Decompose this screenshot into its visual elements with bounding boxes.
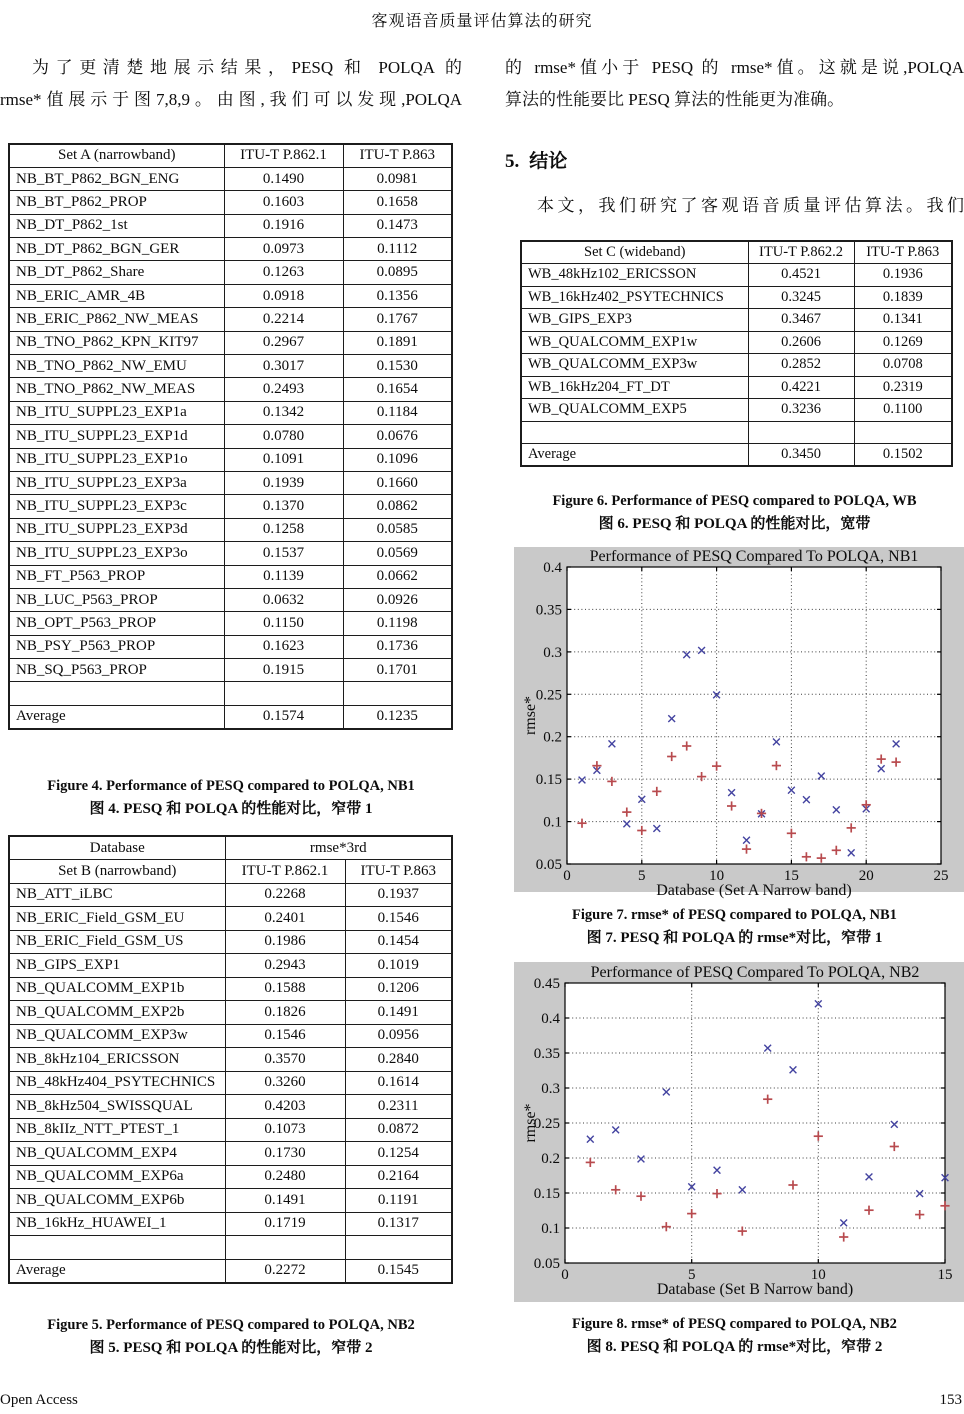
value-cell: 0.1258	[224, 518, 343, 541]
value-cell: 0.1100	[854, 399, 952, 422]
table-row	[9, 167, 452, 190]
paragraph-line: 为了更清楚地展示结果，PESQ 和 POLQA 的	[32, 58, 462, 77]
database-name-cell: NB_PSY_P563_PROP	[9, 635, 224, 658]
value-cell: 0.1936	[854, 264, 952, 287]
table-empty-row	[9, 682, 452, 705]
database-name-cell: WB_16kHz402_PSYTECHNICS	[521, 286, 748, 309]
value-cell: 0.0662	[343, 565, 452, 588]
value-cell: 0.1191	[345, 1189, 452, 1213]
database-name-cell: NB_FT_P563_PROP	[9, 565, 224, 588]
empty-cell	[9, 1236, 225, 1260]
header-cell: Set A (narrowband)	[9, 144, 224, 167]
database-name-cell: NB_48kHz404_PSYTECHNICS	[9, 1071, 225, 1095]
table-super-header-row	[9, 836, 452, 860]
value-cell: 0.1019	[345, 954, 452, 978]
average-label-cell: Average	[9, 1259, 225, 1283]
y-tick-label: 0.2	[543, 729, 562, 746]
table-row	[521, 354, 952, 377]
value-cell: 0.0956	[345, 1024, 452, 1048]
value-cell: 0.2319	[854, 376, 952, 399]
figure6-caption-en: Figure 6. Performance of PESQ compared to POLQA, WB	[552, 493, 917, 509]
database-name-cell: WB_GIPS_EXP3	[521, 309, 748, 332]
value-cell: 0.1096	[343, 448, 452, 471]
paragraph-line: 的 rmse*值小于 PESQ 的 rmse*值。这就是说,POLQA	[505, 58, 964, 77]
figure7-caption	[505, 905, 964, 950]
x-tick-label: 25	[933, 868, 949, 884]
figure5-caption	[0, 1315, 462, 1360]
figure8-chart	[514, 962, 964, 1302]
value-cell: 0.0981	[343, 167, 452, 190]
table-row	[9, 635, 452, 658]
value-cell: 0.1767	[343, 308, 452, 331]
table-row	[9, 1071, 452, 1095]
database-name-cell: NB_QUALCOMM_EXP1b	[9, 977, 225, 1001]
database-name-cell: NB_TNO_P862_NW_EMU	[9, 355, 224, 378]
header-cell: ITU-T P.862.1	[224, 144, 343, 167]
value-cell: 0.0676	[343, 425, 452, 448]
figure4-caption	[0, 776, 462, 821]
database-name-cell: NB_QUALCOMM_EXP3w	[9, 1024, 225, 1048]
value-cell: 0.3260	[225, 1071, 345, 1095]
y-tick-label: 0.3	[543, 644, 562, 661]
value-cell: 0.0585	[343, 518, 452, 541]
set-a-table	[8, 143, 453, 730]
average-value-cell: 0.1574	[224, 705, 343, 728]
value-cell: 0.2268	[225, 883, 345, 907]
footer-page-number: 153	[939, 1392, 962, 1408]
value-cell: 0.1537	[224, 542, 343, 565]
empty-cell	[224, 682, 343, 705]
value-cell: 0.1254	[345, 1142, 452, 1166]
y-tick-label: 0.35	[533, 1046, 560, 1062]
database-name-cell: NB_8kIIz_NTT_PTEST_1	[9, 1118, 225, 1142]
database-name-cell: NB_ITU_SUPPL23_EXP1o	[9, 448, 224, 471]
right-paragraph	[505, 52, 964, 116]
average-value-cell: 0.2272	[225, 1259, 345, 1283]
value-cell: 0.1939	[224, 471, 343, 494]
header-cell: ITU-T P.863	[854, 241, 952, 264]
table-row	[521, 399, 952, 422]
x-tick-label: 15	[937, 1267, 953, 1283]
table-row	[9, 1189, 452, 1213]
value-cell: 0.1491	[225, 1189, 345, 1213]
x-tick-label: 5	[687, 1267, 696, 1283]
figure5-caption-zh: 图 5. PESQ 和 POLQA 的性能对比，窄带 2	[89, 1340, 373, 1356]
database-name-cell: NB_ERIC_P862_NW_MEAS	[9, 308, 224, 331]
value-cell: 0.1986	[225, 930, 345, 954]
page-title: 客观语音质量评估算法的研究	[371, 13, 593, 30]
value-cell: 0.1658	[343, 191, 452, 214]
header-cell: Database	[9, 836, 225, 860]
database-name-cell: NB_OPT_P563_PROP	[9, 612, 224, 635]
table-row	[9, 1095, 452, 1119]
value-cell: 0.1546	[225, 1024, 345, 1048]
table-row	[9, 378, 452, 401]
x-tick-label: 0	[563, 868, 571, 884]
empty-cell	[854, 421, 952, 444]
figure8-caption	[505, 1314, 964, 1359]
database-name-cell: WB_16kHz204_FT_DT	[521, 376, 748, 399]
value-cell: 0.2480	[225, 1165, 345, 1189]
table-average-row	[521, 444, 952, 467]
database-name-cell: NB_8kHz104_ERICSSON	[9, 1048, 225, 1072]
empty-cell	[225, 1236, 345, 1260]
value-cell: 0.1915	[224, 659, 343, 682]
database-name-cell: NB_TNO_P862_NW_MEAS	[9, 378, 224, 401]
database-name-cell: NB_ERIC_AMR_4B	[9, 284, 224, 307]
set-c-table	[520, 240, 953, 467]
y-tick-label: 0.05	[533, 1256, 560, 1272]
value-cell: 0.0708	[854, 354, 952, 377]
table-row	[521, 286, 952, 309]
value-cell: 0.3467	[748, 309, 854, 332]
table-row	[9, 907, 452, 931]
value-cell: 0.1826	[225, 1001, 345, 1025]
value-cell: 0.4221	[748, 376, 854, 399]
table-row	[9, 954, 452, 978]
paragraph-line: rmse*值展示于图7,8,9。由图,我们可以发现,POLQA	[0, 90, 462, 109]
value-cell: 0.1730	[225, 1142, 345, 1166]
table-row	[9, 331, 452, 354]
x-tick-label: 5	[638, 868, 646, 884]
empty-cell	[343, 682, 452, 705]
header-cell: Set C (wideband)	[521, 241, 748, 264]
value-cell: 0.0926	[343, 588, 452, 611]
header-cell: ITU-T P.863	[343, 144, 452, 167]
database-name-cell: NB_TNO_P862_KPN_KIT97	[9, 331, 224, 354]
x-tick-label: 10	[709, 868, 725, 884]
table-row	[9, 883, 452, 907]
table-row	[9, 1118, 452, 1142]
table-row	[9, 930, 452, 954]
value-cell: 0.0862	[343, 495, 452, 518]
database-name-cell: NB_ERIC_Field_GSM_US	[9, 930, 225, 954]
database-name-cell: NB_SQ_P563_PROP	[9, 659, 224, 682]
header-cell: ITU-T P.863	[345, 860, 452, 884]
table-row	[521, 331, 952, 354]
table-row	[521, 376, 952, 399]
x-tick-label: 0	[561, 1267, 569, 1283]
table-row	[9, 1142, 452, 1166]
table-average-row	[9, 1259, 452, 1283]
paragraph-line: 算法的性能要比 PESQ 算法的性能更为准确。	[505, 90, 845, 109]
database-name-cell: NB_BT_P862_PROP	[9, 191, 224, 214]
table-header-row	[9, 144, 452, 167]
y-tick-label: 0.25	[535, 687, 562, 704]
table-row	[9, 495, 452, 518]
value-cell: 0.1184	[343, 401, 452, 424]
value-cell: 0.3570	[225, 1048, 345, 1072]
value-cell: 0.1356	[343, 284, 452, 307]
table-row	[9, 448, 452, 471]
average-label-cell: Average	[9, 705, 224, 728]
figure6-caption-zh: 图 6. PESQ 和 POLQA 的性能对比，宽带	[598, 516, 871, 532]
table-row	[9, 1165, 452, 1189]
database-name-cell: NB_ITU_SUPPL23_EXP3d	[9, 518, 224, 541]
y-tick-label: 0.4	[543, 560, 562, 576]
value-cell: 0.3236	[748, 399, 854, 422]
average-label-cell: Average	[521, 444, 748, 467]
database-name-cell: NB_8kHz504_SWISSQUAL	[9, 1095, 225, 1119]
table-row	[9, 214, 452, 237]
section-number: 5.	[505, 151, 520, 172]
database-name-cell: NB_QUALCOMM_EXP2b	[9, 1001, 225, 1025]
x-tick-label: 15	[783, 868, 799, 884]
average-value-cell: 0.3450	[748, 444, 854, 467]
value-cell: 0.1317	[345, 1212, 452, 1236]
set-b-table	[8, 835, 453, 1284]
y-tick-label: 0.4	[541, 1011, 560, 1027]
table-row	[9, 542, 452, 565]
database-name-cell: NB_ATT_iLBC	[9, 883, 225, 907]
table-row	[9, 612, 452, 635]
value-cell: 0.0895	[343, 261, 452, 284]
database-name-cell: NB_DT_P862_Share	[9, 261, 224, 284]
empty-cell	[9, 682, 224, 705]
scatter-plot	[514, 962, 964, 1302]
table-row	[9, 518, 452, 541]
empty-cell	[748, 421, 854, 444]
average-value-cell: 0.1545	[345, 1259, 452, 1283]
value-cell: 0.1269	[854, 331, 952, 354]
value-cell: 0.0632	[224, 588, 343, 611]
value-cell: 0.1342	[224, 401, 343, 424]
section-title: 结论	[529, 151, 568, 172]
header-cell: Set B (narrowband)	[9, 860, 225, 884]
table-row	[9, 1212, 452, 1236]
average-value-cell: 0.1235	[343, 705, 452, 728]
y-tick-label: 0.25	[533, 1116, 560, 1132]
table-row	[9, 588, 452, 611]
figure4-caption-zh: 图 4. PESQ 和 POLQA 的性能对比，窄带 1	[89, 801, 373, 817]
value-cell: 0.1206	[345, 977, 452, 1001]
value-cell: 0.1370	[224, 495, 343, 518]
y-tick-label: 0.35	[535, 602, 562, 619]
value-cell: 0.1150	[224, 612, 343, 635]
x-axis-label: Database (Set A Narrow band)	[656, 882, 852, 899]
database-name-cell: NB_LUC_P563_PROP	[9, 588, 224, 611]
value-cell: 0.2852	[748, 354, 854, 377]
table-row	[521, 309, 952, 332]
figure6-caption	[505, 491, 964, 536]
table-header-row	[521, 241, 952, 264]
value-cell: 0.1719	[225, 1212, 345, 1236]
empty-cell	[345, 1236, 452, 1260]
table-row	[9, 355, 452, 378]
scatter-plot	[514, 547, 964, 899]
value-cell: 0.1139	[224, 565, 343, 588]
table-row	[9, 191, 452, 214]
value-cell: 0.1091	[224, 448, 343, 471]
figure4-caption-en: Figure 4. Performance of PESQ compared to POLQA, NB1	[47, 778, 415, 794]
database-name-cell: WB_QUALCOMM_EXP5	[521, 399, 748, 422]
table-average-row	[9, 705, 452, 728]
table-row	[9, 1024, 452, 1048]
value-cell: 0.0918	[224, 284, 343, 307]
database-name-cell: NB_ITU_SUPPL23_EXP3a	[9, 471, 224, 494]
table-row	[9, 261, 452, 284]
table-row	[9, 425, 452, 448]
table-row	[9, 238, 452, 261]
table-row	[9, 659, 452, 682]
value-cell: 0.2943	[225, 954, 345, 978]
value-cell: 0.1490	[224, 167, 343, 190]
table-row	[9, 471, 452, 494]
value-cell: 0.1491	[345, 1001, 452, 1025]
value-cell: 0.2967	[224, 331, 343, 354]
database-name-cell: NB_ITU_SUPPL23_EXP1a	[9, 401, 224, 424]
value-cell: 0.1588	[225, 977, 345, 1001]
value-cell: 0.2606	[748, 331, 854, 354]
database-name-cell: WB_QUALCOMM_EXP1w	[521, 331, 748, 354]
figure8-caption-en: Figure 8. rmse* of PESQ compared to POLQA, NB2	[572, 1316, 897, 1332]
table-empty-row	[521, 421, 952, 444]
value-cell: 0.1263	[224, 261, 343, 284]
x-tick-label: 20	[858, 868, 874, 884]
table-header-row	[9, 860, 452, 884]
value-cell: 0.3017	[224, 355, 343, 378]
value-cell: 0.2493	[224, 378, 343, 401]
figure7-caption-zh: 图 7. PESQ 和 POLQA 的 rmse*对比，窄带 1	[586, 930, 883, 946]
empty-cell	[521, 421, 748, 444]
database-name-cell: NB_ITU_SUPPL23_EXP3c	[9, 495, 224, 518]
value-cell: 0.4521	[748, 264, 854, 287]
database-name-cell: NB_DT_P862_BGN_GER	[9, 238, 224, 261]
figure5-caption-en: Figure 5. Performance of PESQ compared to POLQA, NB2	[47, 1317, 415, 1333]
database-name-cell: NB_QUALCOMM_EXP4	[9, 1142, 225, 1166]
database-name-cell: NB_BT_P862_BGN_ENG	[9, 167, 224, 190]
table-row	[9, 565, 452, 588]
y-tick-label: 0.45	[533, 976, 560, 992]
chart-title: Performance of PESQ Compared To POLQA, NB1	[589, 548, 919, 565]
value-cell: 0.0780	[224, 425, 343, 448]
conclusion-paragraph: 本文，我们研究了客观语音质量评估算法。我们	[537, 196, 964, 215]
database-name-cell: NB_QUALCOMM_EXP6a	[9, 1165, 225, 1189]
figure7-caption-en: Figure 7. rmse* of PESQ compared to POLQA, NB1	[572, 907, 897, 923]
left-paragraph	[0, 52, 462, 116]
database-name-cell: NB_ERIC_Field_GSM_EU	[9, 907, 225, 931]
table-row	[9, 977, 452, 1001]
header-cell: ITU-T P.862.1	[225, 860, 345, 884]
value-cell: 0.0872	[345, 1118, 452, 1142]
y-tick-label: 0.1	[541, 1221, 560, 1237]
value-cell: 0.1701	[343, 659, 452, 682]
figure7-chart	[514, 547, 964, 899]
header-cell: ITU-T P.862.2	[748, 241, 854, 264]
value-cell: 0.2214	[224, 308, 343, 331]
header-cell: rmse*3rd	[225, 836, 452, 860]
plot-area	[565, 983, 945, 1263]
y-axis-label: rmse*	[522, 695, 539, 736]
value-cell: 0.1473	[343, 214, 452, 237]
y-tick-label: 0.2	[541, 1151, 560, 1167]
table-row	[9, 1001, 452, 1025]
value-cell: 0.1530	[343, 355, 452, 378]
database-name-cell: NB_ITU_SUPPL23_EXP3o	[9, 542, 224, 565]
value-cell: 0.1614	[345, 1071, 452, 1095]
value-cell: 0.2840	[345, 1048, 452, 1072]
x-axis-label: Database (Set B Narrow band)	[656, 1281, 854, 1298]
value-cell: 0.1660	[343, 471, 452, 494]
value-cell: 0.2401	[225, 907, 345, 931]
database-name-cell: NB_QUALCOMM_EXP6b	[9, 1189, 225, 1213]
footer-open-access: Open Access	[0, 1392, 78, 1408]
value-cell: 0.1454	[345, 930, 452, 954]
value-cell: 0.1341	[854, 309, 952, 332]
table-row	[521, 264, 952, 287]
chart-title: Performance of PESQ Compared To POLQA, NB2	[590, 964, 920, 981]
value-cell: 0.3245	[748, 286, 854, 309]
table-row	[9, 308, 452, 331]
value-cell: 0.1937	[345, 883, 452, 907]
value-cell: 0.1916	[224, 214, 343, 237]
table-row	[9, 401, 452, 424]
y-tick-label: 0.15	[535, 772, 562, 789]
value-cell: 0.0569	[343, 542, 452, 565]
database-name-cell: WB_48kHz102_ERICSSON	[521, 264, 748, 287]
value-cell: 0.1546	[345, 907, 452, 931]
database-name-cell: NB_ITU_SUPPL23_EXP1d	[9, 425, 224, 448]
value-cell: 0.1891	[343, 331, 452, 354]
section-heading	[505, 146, 567, 173]
y-tick-label: 0.3	[541, 1081, 560, 1097]
value-cell: 0.1198	[343, 612, 452, 635]
value-cell: 0.0973	[224, 238, 343, 261]
value-cell: 0.1839	[854, 286, 952, 309]
database-name-cell: WB_QUALCOMM_EXP3w	[521, 354, 748, 377]
value-cell: 0.1623	[224, 635, 343, 658]
value-cell: 0.1654	[343, 378, 452, 401]
table-row	[9, 1048, 452, 1072]
table-row	[9, 284, 452, 307]
figure8-caption-zh: 图 8. PESQ 和 POLQA 的 rmse*对比，窄带 2	[586, 1339, 883, 1355]
table-empty-row	[9, 1236, 452, 1260]
value-cell: 0.1073	[225, 1118, 345, 1142]
y-axis-label: rmse*	[522, 1103, 539, 1143]
y-tick-label: 0.05	[535, 857, 562, 873]
y-tick-label: 0.15	[533, 1186, 560, 1202]
database-name-cell: NB_GIPS_EXP1	[9, 954, 225, 978]
value-cell: 0.1736	[343, 635, 452, 658]
value-cell: 0.1603	[224, 191, 343, 214]
x-tick-label: 10	[810, 1267, 826, 1283]
value-cell: 0.2311	[345, 1095, 452, 1119]
plot-area	[567, 567, 941, 864]
value-cell: 0.1112	[343, 238, 452, 261]
value-cell: 0.2164	[345, 1165, 452, 1189]
database-name-cell: NB_DT_P862_1st	[9, 214, 224, 237]
value-cell: 0.4203	[225, 1095, 345, 1119]
y-tick-label: 0.1	[543, 814, 562, 831]
database-name-cell: NB_16kHz_HUAWEI_1	[9, 1212, 225, 1236]
average-value-cell: 0.1502	[854, 444, 952, 467]
